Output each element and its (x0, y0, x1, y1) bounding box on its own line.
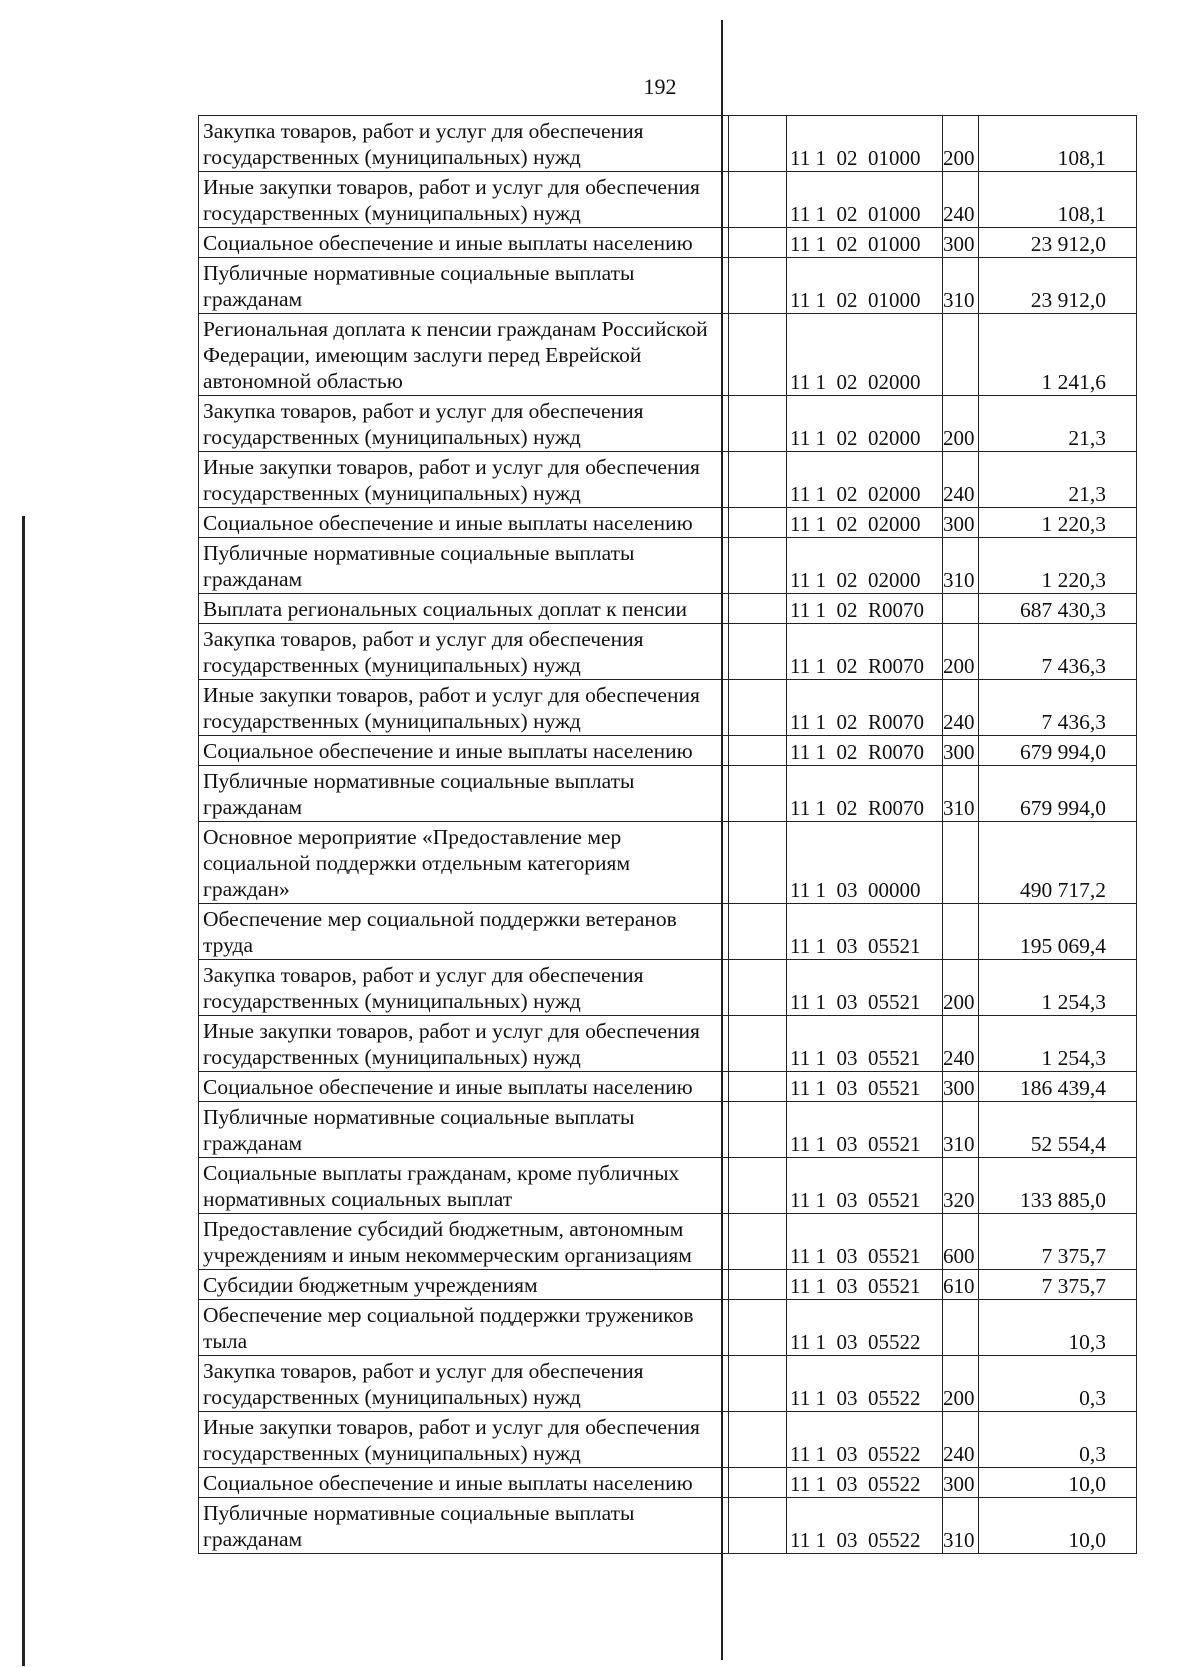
row-spacer-cell (729, 1498, 787, 1554)
row-spacer-cell (729, 1016, 787, 1072)
row-amount-cell: 490 717,2 (979, 822, 1137, 904)
table-row (199, 1300, 1137, 1356)
row-code-cell: 11 1 03 05521 (787, 960, 943, 1016)
row-vr-cell: 310 (943, 1498, 979, 1554)
row-vr-cell: 310 (943, 1102, 979, 1158)
row-name-cell: Субсидии бюджетным учреждениям (199, 1270, 729, 1300)
row-code-cell: 11 1 03 05522 (787, 1412, 943, 1468)
table-row (199, 508, 1137, 538)
table-row (199, 538, 1137, 594)
row-vr-cell: 240 (943, 452, 979, 508)
row-spacer-cell (729, 172, 787, 228)
row-code-cell: 11 1 02 01000 (787, 258, 943, 314)
row-spacer-cell (729, 960, 787, 1016)
row-spacer-cell (729, 1158, 787, 1214)
row-name-cell: Публичные нормативные социальные выплаты гражданам (199, 766, 729, 822)
row-vr-cell: 240 (943, 680, 979, 736)
row-spacer-cell (729, 1072, 787, 1102)
row-vr-cell: 300 (943, 1468, 979, 1498)
row-amount-cell: 195 069,4 (979, 904, 1137, 960)
row-amount-cell: 10,0 (979, 1498, 1137, 1554)
table-row (199, 396, 1137, 452)
table-row (199, 1072, 1137, 1102)
table-row (199, 314, 1137, 396)
row-name-cell: Социальное обеспечение и иные выплаты населению (199, 1468, 729, 1498)
row-spacer-cell (729, 258, 787, 314)
row-spacer-cell (729, 116, 787, 172)
table-row (199, 594, 1137, 624)
row-amount-cell: 0,3 (979, 1356, 1137, 1412)
row-spacer-cell (729, 396, 787, 452)
table-row (199, 1214, 1137, 1270)
row-code-cell: 11 1 03 05521 (787, 1158, 943, 1214)
row-vr-cell: 300 (943, 508, 979, 538)
table-row (199, 1468, 1137, 1498)
row-amount-cell: 23 912,0 (979, 258, 1137, 314)
row-amount-cell: 10,3 (979, 1300, 1137, 1356)
table-row (199, 1102, 1137, 1158)
row-name-cell: Закупка товаров, работ и услуг для обеспечения государственных (муниципальных) нужд (199, 960, 729, 1016)
row-spacer-cell (729, 904, 787, 960)
row-spacer-cell (729, 452, 787, 508)
row-name-cell: Закупка товаров, работ и услуг для обеспечения государственных (муниципальных) нужд (199, 396, 729, 452)
row-code-cell: 11 1 02 01000 (787, 228, 943, 258)
row-name-cell: Социальное обеспечение и иные выплаты населению (199, 508, 729, 538)
row-name-cell: Иные закупки товаров, работ и услуг для обеспечения государственных (муниципальных) нужд (199, 1412, 729, 1468)
row-spacer-cell (729, 228, 787, 258)
row-code-cell: 11 1 02 R0070 (787, 766, 943, 822)
row-name-cell: Социальное обеспечение и иные выплаты населению (199, 1072, 729, 1102)
table-row (199, 680, 1137, 736)
table-row (199, 960, 1137, 1016)
row-name-cell: Социальное обеспечение и иные выплаты населению (199, 228, 729, 258)
row-code-cell: 11 1 03 05521 (787, 1016, 943, 1072)
row-name-cell: Публичные нормативные социальные выплаты гражданам (199, 1498, 729, 1554)
row-name-cell: Публичные нормативные социальные выплаты гражданам (199, 538, 729, 594)
row-amount-cell: 1 254,3 (979, 1016, 1137, 1072)
row-vr-cell: 300 (943, 228, 979, 258)
row-spacer-cell (729, 538, 787, 594)
row-code-cell: 11 1 02 02000 (787, 508, 943, 538)
row-amount-cell: 10,0 (979, 1468, 1137, 1498)
row-vr-cell: 310 (943, 258, 979, 314)
row-amount-cell: 21,3 (979, 396, 1137, 452)
table-row (199, 624, 1137, 680)
row-code-cell: 11 1 02 R0070 (787, 736, 943, 766)
row-name-cell: Основное мероприятие «Предоставление мер социальной поддержки отдельным категориям граждан» (199, 822, 729, 904)
row-spacer-cell (729, 1102, 787, 1158)
row-vr-cell: 310 (943, 538, 979, 594)
row-code-cell: 11 1 03 05522 (787, 1498, 943, 1554)
row-code-cell: 11 1 02 R0070 (787, 624, 943, 680)
table-row (199, 258, 1137, 314)
row-code-cell: 11 1 02 R0070 (787, 594, 943, 624)
row-spacer-cell (729, 1300, 787, 1356)
row-amount-cell: 7 436,3 (979, 680, 1137, 736)
row-name-cell: Публичные нормативные социальные выплаты гражданам (199, 258, 729, 314)
table-row (199, 822, 1137, 904)
row-name-cell: Региональная доплата к пенсии гражданам Российской Федерации, имеющим заслуги перед Еврейской автономной областью (199, 314, 729, 396)
row-spacer-cell (729, 1270, 787, 1300)
row-amount-cell: 7 375,7 (979, 1270, 1137, 1300)
row-code-cell: 11 1 02 02000 (787, 538, 943, 594)
row-name-cell: Обеспечение мер социальной поддержки ветеранов труда (199, 904, 729, 960)
row-amount-cell: 1 241,6 (979, 314, 1137, 396)
row-name-cell: Закупка товаров, работ и услуг для обеспечения государственных (муниципальных) нужд (199, 624, 729, 680)
row-amount-cell: 0,3 (979, 1412, 1137, 1468)
table-row (199, 228, 1137, 258)
row-code-cell: 11 1 03 05522 (787, 1468, 943, 1498)
row-amount-cell: 108,1 (979, 116, 1137, 172)
row-amount-cell: 133 885,0 (979, 1158, 1137, 1214)
table-row (199, 1412, 1137, 1468)
row-amount-cell: 679 994,0 (979, 736, 1137, 766)
row-vr-cell: 300 (943, 736, 979, 766)
row-name-cell: Закупка товаров, работ и услуг для обеспечения государственных (муниципальных) нужд (199, 1356, 729, 1412)
row-vr-cell (943, 1300, 979, 1356)
table-body (199, 116, 1137, 1554)
row-amount-cell: 186 439,4 (979, 1072, 1137, 1102)
page-number: 192 (643, 74, 677, 99)
row-code-cell: 11 1 03 05521 (787, 1270, 943, 1300)
row-amount-cell: 1 220,3 (979, 538, 1137, 594)
row-amount-cell: 1 254,3 (979, 960, 1137, 1016)
row-amount-cell: 1 220,3 (979, 508, 1137, 538)
row-code-cell: 11 1 02 01000 (787, 116, 943, 172)
row-name-cell: Закупка товаров, работ и услуг для обеспечения государственных (муниципальных) нужд (199, 116, 729, 172)
row-code-cell: 11 1 03 05522 (787, 1300, 943, 1356)
table-row (199, 172, 1137, 228)
row-vr-cell: 310 (943, 766, 979, 822)
row-vr-cell: 200 (943, 116, 979, 172)
row-vr-cell (943, 822, 979, 904)
row-code-cell: 11 1 03 05521 (787, 904, 943, 960)
row-vr-cell: 600 (943, 1214, 979, 1270)
table-row (199, 1356, 1137, 1412)
row-vr-cell: 200 (943, 1356, 979, 1412)
row-code-cell: 11 1 02 R0070 (787, 680, 943, 736)
row-code-cell: 11 1 03 05521 (787, 1072, 943, 1102)
row-vr-cell: 240 (943, 172, 979, 228)
row-spacer-cell (729, 680, 787, 736)
row-name-cell: Иные закупки товаров, работ и услуг для обеспечения государственных (муниципальных) нужд (199, 172, 729, 228)
row-amount-cell: 679 994,0 (979, 766, 1137, 822)
row-vr-cell: 200 (943, 624, 979, 680)
row-amount-cell: 7 436,3 (979, 624, 1137, 680)
row-spacer-cell (729, 508, 787, 538)
row-spacer-cell (729, 1412, 787, 1468)
budget-table (198, 115, 1137, 1554)
row-spacer-cell (729, 314, 787, 396)
row-vr-cell (943, 314, 979, 396)
row-name-cell: Публичные нормативные социальные выплаты гражданам (199, 1102, 729, 1158)
row-name-cell: Социальное обеспечение и иные выплаты населению (199, 736, 729, 766)
row-vr-cell: 300 (943, 1072, 979, 1102)
table-row (199, 904, 1137, 960)
row-name-cell: Иные закупки товаров, работ и услуг для обеспечения государственных (муниципальных) нужд (199, 452, 729, 508)
table-row (199, 1158, 1137, 1214)
row-name-cell: Выплата региональных социальных доплат к пенсии (199, 594, 729, 624)
row-name-cell: Социальные выплаты гражданам, кроме публичных нормативных социальных выплат (199, 1158, 729, 1214)
row-name-cell: Обеспечение мер социальной поддержки тружеников тыла (199, 1300, 729, 1356)
row-code-cell: 11 1 02 02000 (787, 314, 943, 396)
row-spacer-cell (729, 1468, 787, 1498)
row-code-cell: 11 1 03 00000 (787, 822, 943, 904)
row-name-cell: Иные закупки товаров, работ и услуг для обеспечения государственных (муниципальных) нужд (199, 680, 729, 736)
row-vr-cell (943, 904, 979, 960)
row-spacer-cell (729, 1214, 787, 1270)
row-amount-cell: 7 375,7 (979, 1214, 1137, 1270)
row-spacer-cell (729, 822, 787, 904)
row-amount-cell: 108,1 (979, 172, 1137, 228)
row-name-cell: Предоставление субсидий бюджетным, автономным учреждениям и иным некоммерческим организациям (199, 1214, 729, 1270)
row-name-cell: Иные закупки товаров, работ и услуг для обеспечения государственных (муниципальных) нужд (199, 1016, 729, 1072)
row-vr-cell: 200 (943, 396, 979, 452)
row-code-cell: 11 1 02 02000 (787, 396, 943, 452)
row-spacer-cell (729, 624, 787, 680)
table-row (199, 1270, 1137, 1300)
row-vr-cell: 320 (943, 1158, 979, 1214)
row-vr-cell: 240 (943, 1412, 979, 1468)
row-spacer-cell (729, 736, 787, 766)
scan-line-center (721, 20, 723, 1660)
row-vr-cell (943, 594, 979, 624)
table-row (199, 1498, 1137, 1554)
row-code-cell: 11 1 02 02000 (787, 452, 943, 508)
scan-line-left-margin (22, 516, 25, 1666)
row-amount-cell: 23 912,0 (979, 228, 1137, 258)
table-row (199, 452, 1137, 508)
row-vr-cell: 610 (943, 1270, 979, 1300)
row-code-cell: 11 1 03 05521 (787, 1214, 943, 1270)
row-code-cell: 11 1 03 05521 (787, 1102, 943, 1158)
row-amount-cell: 21,3 (979, 452, 1137, 508)
table-row (199, 736, 1137, 766)
row-spacer-cell (729, 594, 787, 624)
row-spacer-cell (729, 1356, 787, 1412)
table-row (199, 116, 1137, 172)
row-code-cell: 11 1 03 05522 (787, 1356, 943, 1412)
table-row (199, 766, 1137, 822)
row-amount-cell: 687 430,3 (979, 594, 1137, 624)
table-row (199, 1016, 1137, 1072)
row-vr-cell: 240 (943, 1016, 979, 1072)
row-spacer-cell (729, 766, 787, 822)
row-vr-cell: 200 (943, 960, 979, 1016)
row-amount-cell: 52 554,4 (979, 1102, 1137, 1158)
row-code-cell: 11 1 02 01000 (787, 172, 943, 228)
